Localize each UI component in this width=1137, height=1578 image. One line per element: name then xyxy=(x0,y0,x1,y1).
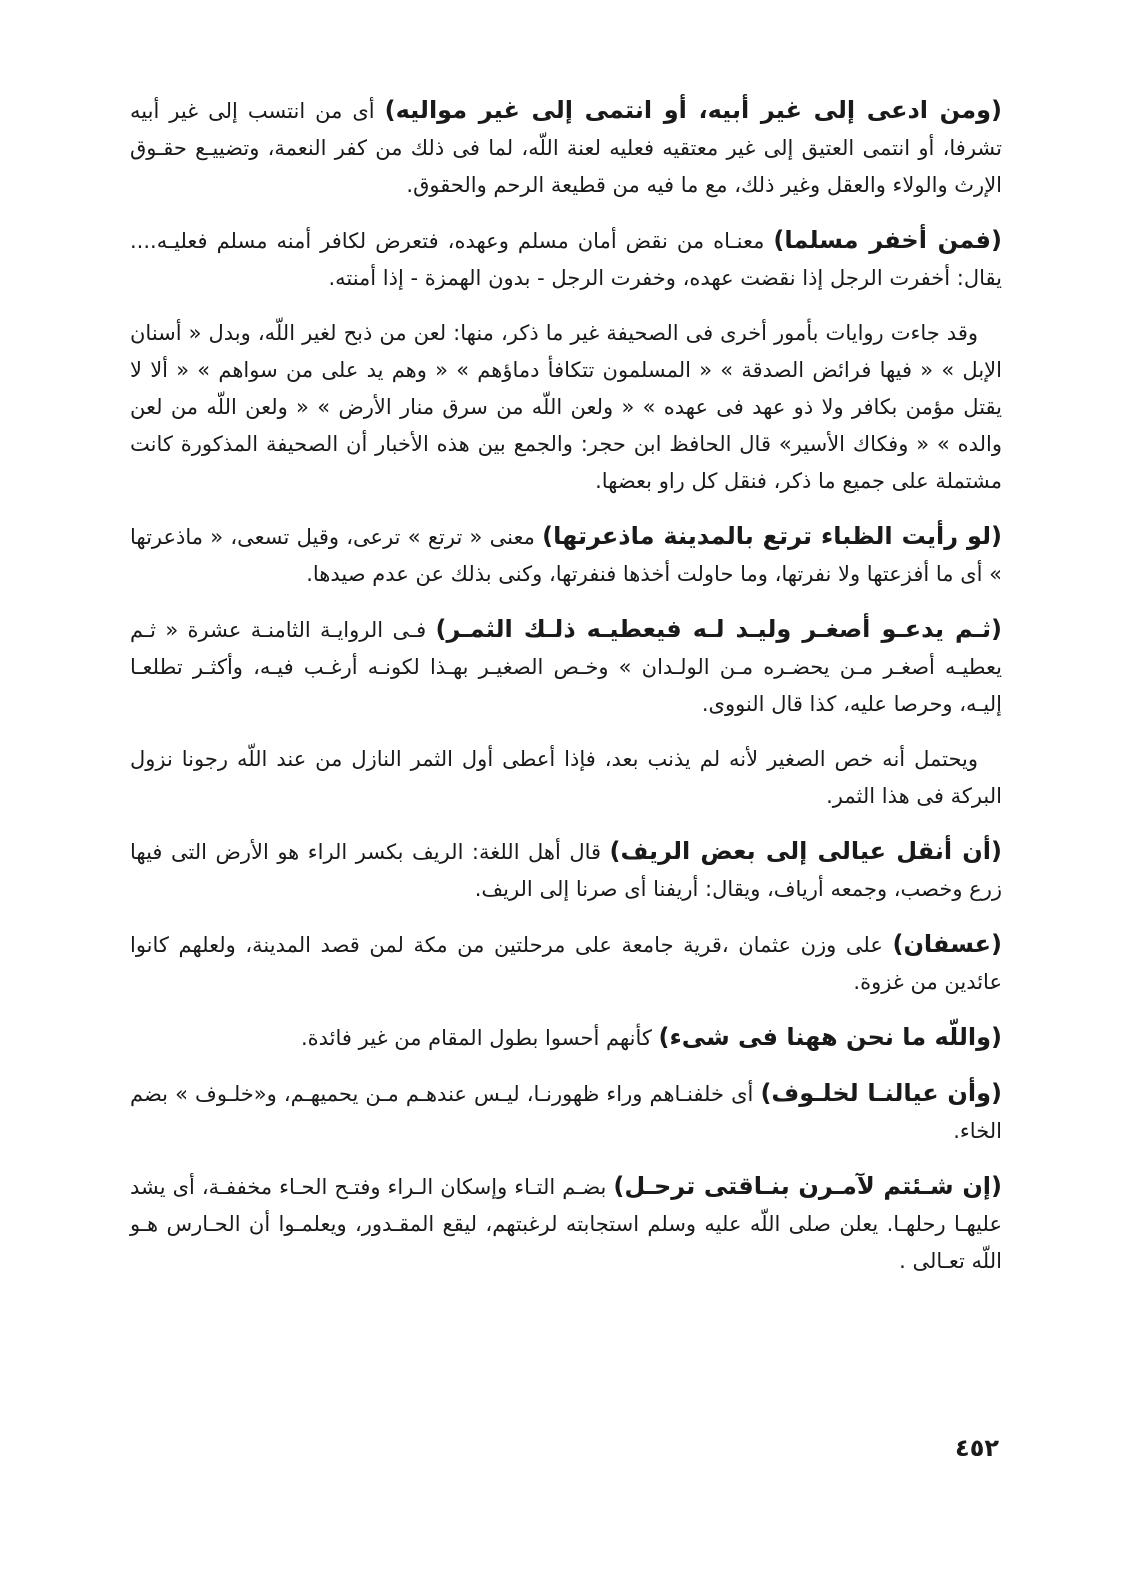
paragraph-1 xyxy=(130,92,1002,204)
paragraph-9-text: كأنهم أحسوا بطول المقام من غير فائدة. xyxy=(300,1026,659,1050)
paragraph-4 xyxy=(130,518,1002,593)
paragraph-2-text: معنـاه من نقض أمان مسلم وعهده، فتعرض لكافر أمنه مسلم فعليـه.... يقال: أخفرت الرجل إذا نقضت عهده، وخفرت الرجل - بدون الهمزة - إذا أمنته. xyxy=(130,229,1002,290)
paragraph-4-heading: (لو رأيت الظباء ترتع بالمدينة ماذعرتها) xyxy=(542,522,1002,550)
paragraph-11-heading: (إن شـئتم لآمـرن بنـاقتى ترحـل) xyxy=(613,1172,1002,1200)
paragraph-8 xyxy=(130,926,1002,1001)
page-number: ٤٥٢ xyxy=(955,1434,999,1462)
paragraph-8-text: على وزن عثمان ،قرية جامعة على مرحلتين من مكة لمن قصد المدينة، ولعلهم كانوا عائدين من غزوة. xyxy=(130,933,1002,994)
paragraph-5-heading: (ثـم يدعـو أصغـر وليـد لـه فيعطيـه ذلـك الثمـر) xyxy=(435,615,1002,643)
paragraph-5-text: فـى الروايـة الثامنـة عشرة « ثـم يعطيـه أصغـر مـن يحضـره مـن الولـدان » وخـص الصغيـر بهـذا لكونـه أرغـب فيـه، وأكثـر تطلعـا إليـه، وحرصا عليه، كذا قال النووى. xyxy=(130,618,1002,716)
paragraph-10-heading: (وأن عيالنـا لخلـوف) xyxy=(760,1079,1002,1107)
paragraph-6-text: ويحتمل أنه خص الصغير لأنه لم يذنب بعد، فإذا أعطى أول الثمر النازل من عند اللّه رجونا نزول البركة فى هذا الثمر. xyxy=(130,747,1002,808)
paragraph-3-text: وقد جاءت روايات بأمور أخرى فى الصحيفة غير ما ذكر، منها: لعن من ذبح لغير اللّه، وبدل « أسنان الإبل » « فيها فرائض الصدقة » « المسلمون تتكافأ دماؤهم » « وهم يد على من سواهم » « ألا لا يقتل مؤمن بكافر ولا ذو عهد فى عهده » « ولعن اللّه من سرق منار الأرض » « ولعن اللّه من لعن والده » « وفكاك الأسير» قال الحافظ ابن حجر: والجمع بين هذه الأخبار أن الصحيفة المذكورة كانت مشتملة على جميع ما ذكر، فنقل كل راو بعضها. xyxy=(130,321,1002,493)
paragraph-11-text: بضـم التـاء وإسكان الـراء وفتـح الحـاء مخففـة، أى يشد عليهـا رحلهـا. يعلن صلى اللّه عليه وسلم استجابته لرغبتهم، ليقع المقـدور، ويعلمـوا أن الحـارس هـو اللّه تعـالى . xyxy=(130,1175,1002,1273)
paragraph-2-heading: (فمن أخفر مسلما) xyxy=(773,226,1002,254)
paragraph-4-text: معنى « ترتع » ترعى، وقيل تسعى، « ماذعرتها » أى ما أفزعتها ولا نفرتها، وما حاولت أخذها فنفرتها، وكنى بذلك عن عدم صيدها. xyxy=(130,525,1002,586)
paragraph-10-text: أى خلفنـاهم وراء ظهورنـا، ليـس عندهـم مـن يحميهـم، و«خلـوف » بضم الخاء. xyxy=(130,1082,1002,1143)
document-page xyxy=(130,92,1002,1298)
paragraph-9-heading: (واللّه ما نحن ههنا فى شىء) xyxy=(658,1023,1002,1051)
paragraph-11 xyxy=(130,1168,1002,1280)
paragraph-5 xyxy=(130,611,1002,723)
paragraph-10 xyxy=(130,1075,1002,1150)
paragraph-9 xyxy=(130,1019,1002,1057)
paragraph-7-heading: (أن أنقل عيالى إلى بعض الريف) xyxy=(609,837,1002,865)
paragraph-1-heading: (ومن ادعى إلى غير أبيه، أو انتمى إلى غير مواليه) xyxy=(384,96,1002,124)
paragraph-6 xyxy=(130,741,1002,815)
paragraph-8-heading: (عسفان) xyxy=(892,930,1002,958)
paragraph-1-text: أى من انتسب إلى غير أبيه تشرفا، أو انتمى العتيق إلى غير معتقيه فعليه لعنة اللّه، لما فى ذلك من كفر النعمة، وتضييـع حقـوق الإرث والولاء والعقل وغير ذلك، مع ما فيه من قطيعة الرحم والحقوق. xyxy=(130,99,1002,197)
paragraph-2 xyxy=(130,222,1002,297)
paragraph-7 xyxy=(130,833,1002,908)
paragraph-3 xyxy=(130,315,1002,500)
paragraph-7-text: قال أهل اللغة: الريف بكسر الراء هو الأرض التى فيها زرع وخصب، وجمعه أرياف، ويقال: أريفنا أى صرنا إلى الريف. xyxy=(130,840,1002,901)
